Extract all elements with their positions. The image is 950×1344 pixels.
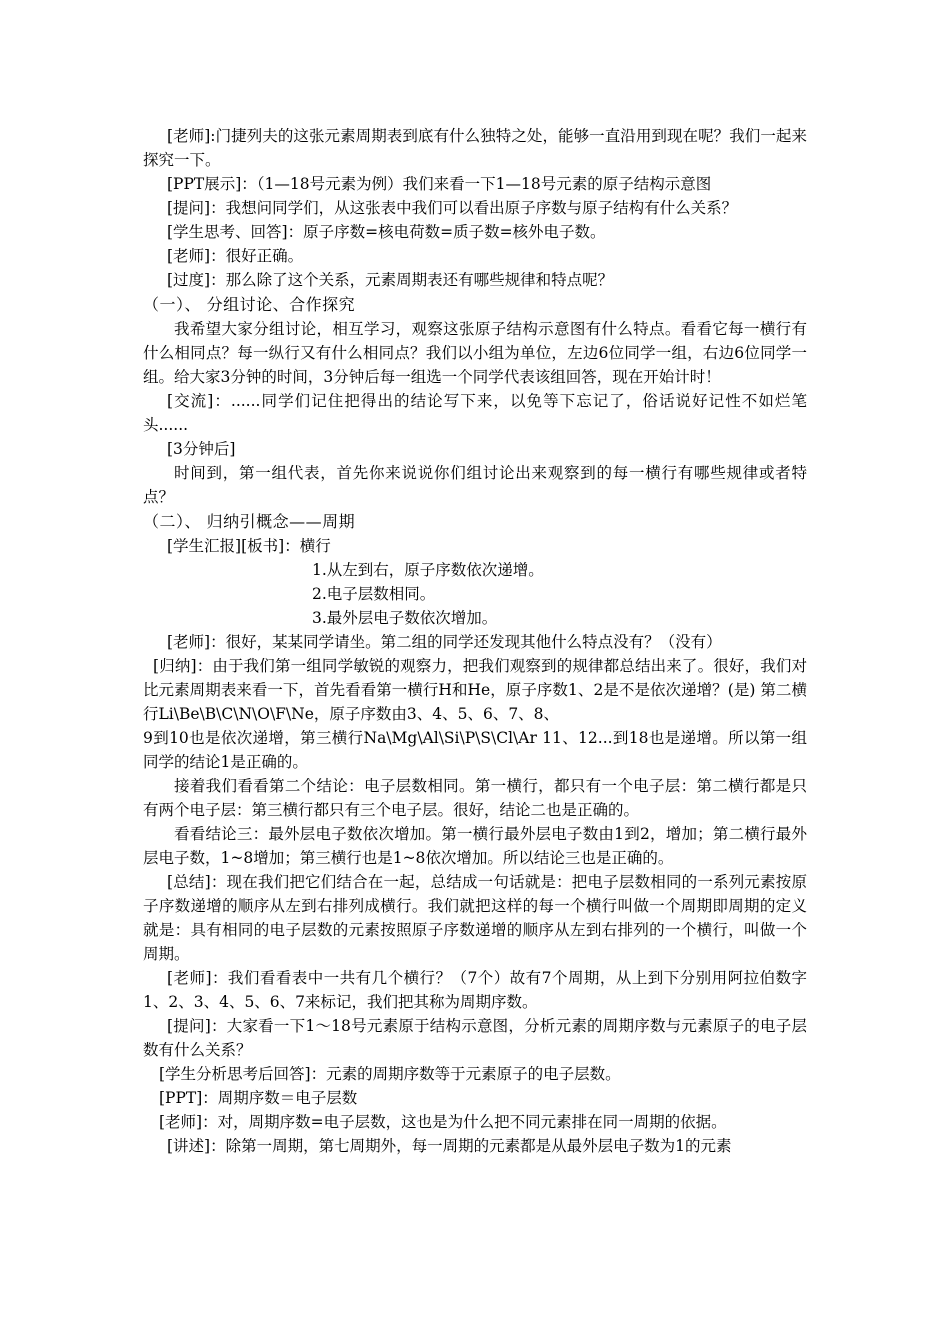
teacher-intro: [老师]:门捷列夫的这张元素周期表到底有什么独特之处，能够一直沿用到现在呢？我们一起来探究一下。 (143, 127, 807, 169)
conclusion-three: 看看结论三：最外层电子数依次增加。第一横行最外层电子数由1到2，增加；第二横行最外层电子数，1~8增加；第三横行也是1~8依次增加。所以结论三也是正确的。 (143, 825, 807, 867)
question-1: [提问]：我想问同学们，从这张表中我们可以看出原子序数与原子结构有什么关系？ (167, 199, 738, 217)
board-list (143, 558, 807, 630)
conclusion-two: 接着我们看看第二个结论：电子层数相同。第一横行，都只有一个电子层：第二横行都是只有两个电子层：第三横行都只有三个电子层。很好，结论二也是正确的。 (143, 777, 807, 819)
board-list-item: 2.电子层数相同。 (312, 585, 436, 603)
transition: [过度]：那么除了这个关系，元素周期表还有哪些规律和特点呢？ (167, 271, 614, 289)
teacher-rows: [老师]：我们看看表中一共有几个横行？（7个）故有7个周期，从上到下分别用阿拉伯数字1、2、3、4、5、6、7来标记，我们把其称为周期序数。 (143, 969, 807, 1011)
three-minutes-later: [3分钟后] (167, 440, 236, 458)
student-answer-1: [学生思考、回答]：原子序数=核电荷数=质子数=核外电子数。 (167, 223, 606, 241)
section-heading-1: （一）、 分组讨论、合作探究 (143, 295, 356, 314)
group-discussion: 我希望大家分组讨论，相互学习，观察这张原子结构示意图有什么特点。看看它每一横行有什么相同点？每一纵行又有什么相同点？我们以小组为单位，左边6位同学一组，右边6位同学一组。给大家3分钟的时间，3分钟后每一组选一个同学代表该组回答，现在开始计时！ (143, 320, 807, 386)
board-list-item: 1.从左到右，原子序数依次递增。 (312, 561, 544, 579)
summary: [总结]：现在我们把它们结合在一起，总结成一句话就是：把电子层数相同的一系列元素按原子序数递增的顺序从左到右排列成横行。我们就把这样的每一个横行叫做一个周期即周期的定义就是：具有相同的电子层数的元素按照原子序数递增的顺序从左到右排列的一个横行，叫做一个周期。 (143, 873, 807, 963)
ppt-formula: [PPT]：周期序数＝电子层数 (159, 1089, 358, 1107)
board-list-item: 3.最外层电子数依次增加。 (312, 609, 498, 627)
question-2: [提问]：大家看一下1～18号元素原于结构示意图，分析元素的周期序数与元素原子的电子层数有什么关系？ (143, 1017, 807, 1059)
teacher-confirm: [老师]：很好正确。 (167, 247, 304, 265)
section-heading-2: （二）、 归纳引概念——周期 (143, 512, 356, 531)
document-body (143, 124, 807, 1158)
lecture: [讲述]：除第一周期，第七周期外，每一周期的元素都是从最外层电子数为1的元素 (167, 1137, 732, 1155)
ppt-show: [PPT展示]：（1—18号元素为例）我们来看一下1—18号元素的原子结构示意图 (167, 175, 712, 193)
exchange: [交流]：......同学们记住把得出的结论写下来，以免等下忘记了，俗话说好记性不如烂笔头...... (143, 392, 807, 434)
time-up: 时间到，第一组代表，首先你来说说你们组讨论出来观察到的每一横行有哪些规律或者特点？ (143, 464, 807, 506)
teacher-praise: [老师]：很好，某某同学请坐。第二组的同学还发现其他什么特点没有？（没有） (167, 633, 722, 651)
teacher-explain: [老师]：对，周期序数=电子层数，这也是为什么把不同元素排在同一周期的依据。 (159, 1113, 727, 1131)
induction: [归纳]：由于我们第一组同学敏锐的观察力，把我们观察到的规律都总结出来了。很好，我们对比元素周期表来看一下，首先看看第一横行H和He，原子序数1、2是不是依次递增？(是) 第二横行Li\Be\B\C\N\O\F\Ne，原子序数由3、4、5、6、7、8、 (143, 657, 807, 723)
induction-continued: 9到10也是依次递增，第三横行Na\Mg\Al\Si\P\S\Cl\Ar 11、12...到18也是递增。所以第一组同学的结论1是正确的。 (143, 729, 807, 771)
student-answer-2: [学生分析思考后回答]：元素的周期序数等于元素原子的电子层数。 (159, 1065, 621, 1083)
student-report: [学生汇报][板书]：横行 (167, 537, 331, 555)
